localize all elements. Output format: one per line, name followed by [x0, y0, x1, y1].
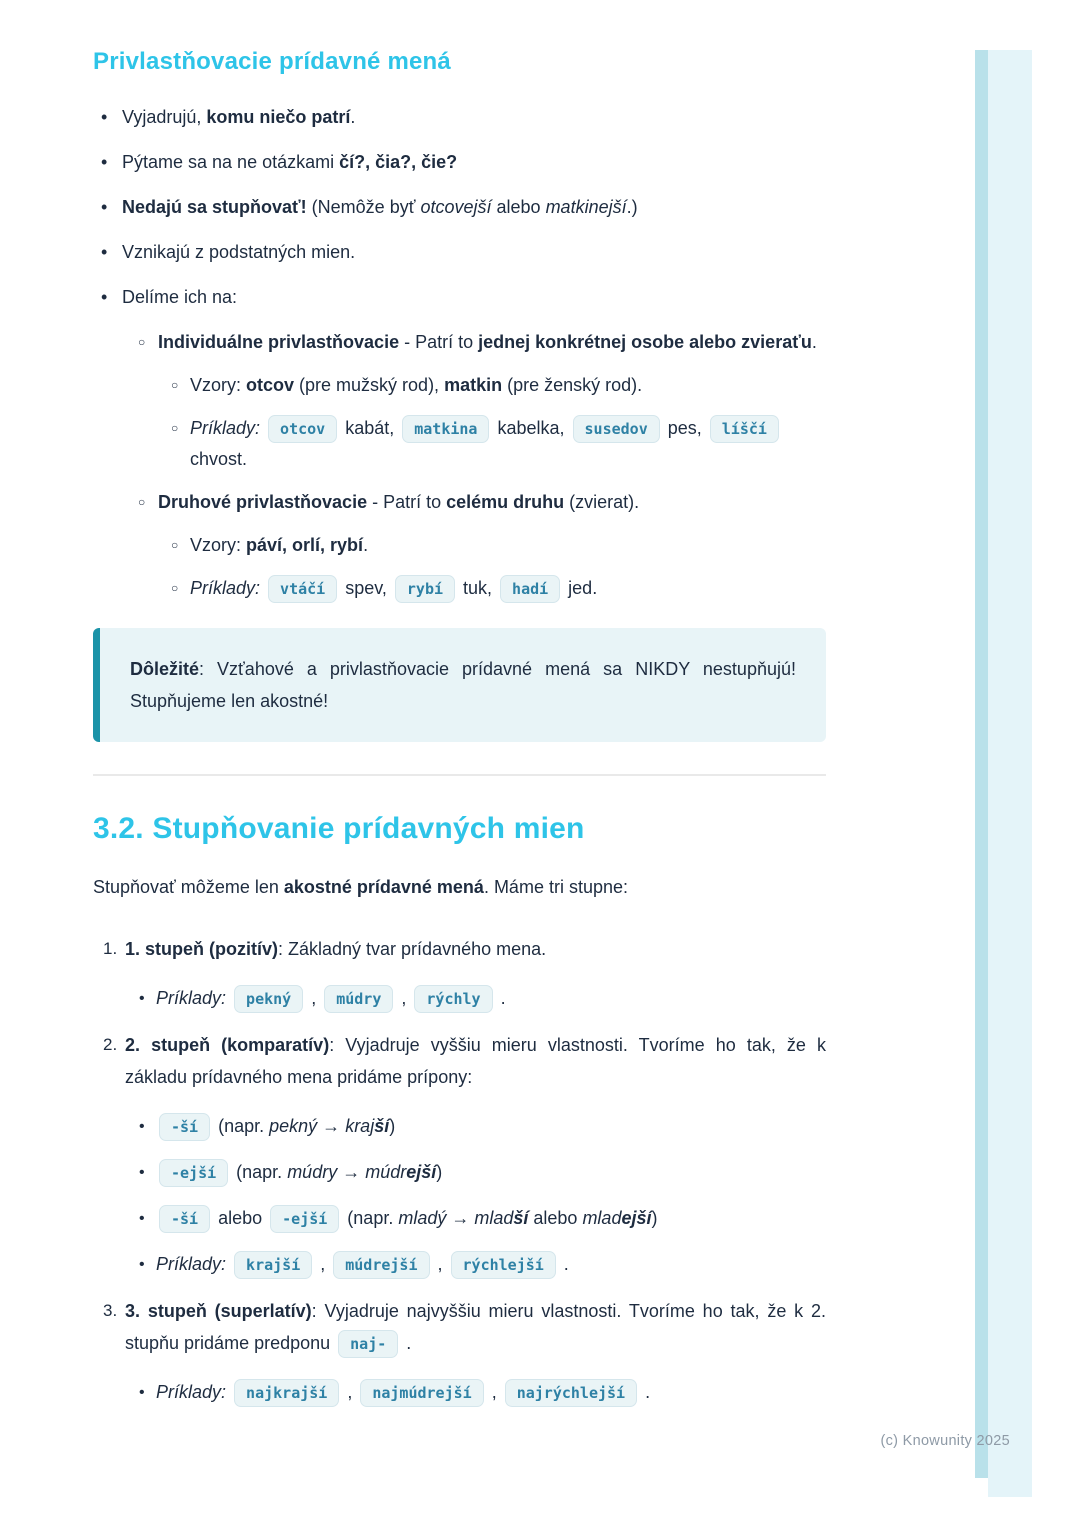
text-segment: (napr. [342, 1208, 399, 1228]
list-item [93, 237, 826, 268]
list-number: 2. [103, 1035, 118, 1054]
code-chip: naj- [338, 1330, 398, 1358]
text-segment: → [317, 1116, 346, 1136]
bullet-circle-icon: ○ [171, 538, 179, 552]
callout-text [130, 653, 796, 717]
text-segment: , [306, 988, 322, 1008]
text-segment: 2. stupeň (komparatív) [125, 1035, 330, 1055]
text-segment: alebo [491, 197, 546, 217]
text-segment: Vzory: [190, 375, 247, 395]
text-segment: - Patrí to [367, 492, 447, 512]
text-segment: (napr. [213, 1116, 270, 1136]
section-title-privlastnovacie: Privlastňovacie prídavné mená [93, 48, 451, 75]
divider [93, 774, 826, 776]
section-intro [93, 872, 826, 903]
bullet-disc-icon: • [139, 1118, 145, 1135]
text-segment: . [640, 1382, 651, 1402]
numbered-item [93, 1295, 826, 1359]
text-segment: komu niečo patrí [206, 107, 351, 127]
text-segment: kraj [345, 1116, 375, 1136]
text-segment: Stupňovať môžeme len [93, 877, 284, 897]
text-segment: 3. stupeň (superlatív) [125, 1301, 312, 1321]
text-segment: Nedajú sa stupňovať! [122, 197, 307, 217]
numbered-item [93, 933, 826, 965]
text-segment: celému druhu [446, 492, 565, 512]
text-segment: Vzory: [190, 535, 247, 555]
bullet-disc-icon: • [139, 1164, 145, 1181]
code-chip: najrýchlejší [505, 1379, 637, 1407]
list-item [139, 1203, 826, 1234]
numbered-item-text [125, 1295, 826, 1359]
copyright-footer: (c) Knowunity 2025 [880, 1433, 1010, 1449]
text-segment: otcovejší [420, 197, 492, 217]
text-segment: Pýtame sa na ne otázkami [122, 152, 340, 172]
code-chip: líščí [710, 415, 779, 443]
text-segment: , [486, 1382, 502, 1402]
text-segment: Vznikajú z podstatných mien. [122, 242, 356, 262]
text-segment: páví, orlí, rybí [246, 535, 364, 555]
text-segment: ší [513, 1208, 529, 1228]
list-number: 1. [103, 939, 118, 958]
bullet-disc-icon: • [139, 1384, 145, 1401]
list-item [93, 192, 826, 223]
text-segment: jednej konkrétnej osobe alebo zvieraťu [478, 332, 812, 352]
list-item-text [190, 530, 826, 561]
text-segment [260, 578, 265, 598]
bullet-disc-icon: • [101, 287, 108, 307]
list-item [139, 1111, 826, 1142]
list-item [139, 983, 826, 1014]
text-segment: čí?, čia?, čie? [339, 152, 458, 172]
list-item-text [156, 983, 826, 1014]
bullet-disc-icon: • [101, 197, 108, 217]
list-item-text [190, 370, 826, 401]
text-segment: ) [651, 1208, 658, 1228]
bullet-circle-icon: ○ [171, 421, 179, 435]
bullet-disc-icon: • [139, 1256, 145, 1273]
text-segment: akostné prídavné mená [283, 877, 484, 897]
text-segment: (zvierat). [564, 492, 640, 512]
text-segment [226, 1382, 231, 1402]
page-content [93, 48, 826, 1423]
list-item-text [156, 1377, 826, 1408]
list-item [139, 1249, 826, 1280]
text-segment: Príklady: [190, 418, 261, 438]
text-segment [226, 988, 231, 1008]
text-segment: . [558, 1254, 569, 1274]
code-chip: najmúdrejší [360, 1379, 483, 1407]
text-segment: ) [436, 1162, 443, 1182]
callout-body: : Vzťahové a privlastňovacie prídavné mená sa NIKDY nestupňujú! Stupňujeme len akostné! [130, 659, 796, 711]
numbered-item [93, 1029, 826, 1093]
text-segment: . [401, 1333, 412, 1353]
bullet-circle-icon: ○ [138, 335, 146, 349]
code-chip: -ší [159, 1113, 210, 1141]
text-segment: kabelka, [492, 418, 570, 438]
bullet-disc-icon: • [101, 242, 108, 262]
text-segment: . [811, 332, 817, 352]
bullet-circle-icon: ○ [171, 581, 179, 595]
text-segment: kabát, [340, 418, 400, 438]
text-segment: Individuálne privlastňovacie [158, 332, 400, 352]
text-segment: Druhové privlastňovacie [158, 492, 368, 512]
list-item-text [122, 147, 826, 178]
list-item-text [122, 237, 826, 268]
list-item [171, 573, 826, 604]
list-item [171, 370, 826, 401]
callout-important [93, 628, 826, 742]
text-segment: : Vyjadruje najvyššiu mieru vlastnosti. Tvoríme ho tak, že k 2. stupňu pridáme predponu [125, 1301, 826, 1353]
code-chip: -ejší [270, 1205, 339, 1233]
text-segment: matkin [444, 375, 503, 395]
possessive-adjectives-list [93, 102, 826, 604]
text-segment: pekný [269, 1116, 318, 1136]
text-segment: Príklady: [156, 1382, 227, 1402]
text-segment: . [495, 988, 506, 1008]
text-segment: mlad [582, 1208, 622, 1228]
text-segment: . Máme tri stupne: [483, 877, 628, 897]
text-segment [226, 1254, 231, 1274]
text-segment: alebo [213, 1208, 268, 1228]
text-segment: Príklady: [156, 988, 227, 1008]
text-segment [260, 418, 265, 438]
code-chip: -ejší [159, 1159, 228, 1187]
list-item-text [156, 1111, 826, 1142]
code-chip: matkina [402, 415, 489, 443]
text-segment: ejší [406, 1162, 437, 1182]
text-segment: alebo [528, 1208, 583, 1228]
list-number: 3. [103, 1301, 118, 1320]
bullet-disc-icon: • [139, 1210, 145, 1227]
text-segment: ejší [621, 1208, 652, 1228]
list-item-text [158, 327, 826, 358]
list-item [139, 1377, 826, 1408]
code-chip: susedov [573, 415, 660, 443]
text-segment: .) [626, 197, 638, 217]
text-segment: : Vyjadruje vyššiu mieru vlastnosti. Tvoríme ho tak, že k základu prídavného mena pridáme prípony: [125, 1035, 826, 1087]
callout-label: Dôležité [130, 659, 200, 679]
text-segment: , [342, 1382, 358, 1402]
code-chip: múdry [324, 985, 393, 1013]
list-item [93, 282, 826, 313]
text-segment: mlad [474, 1208, 514, 1228]
list-item [138, 327, 826, 358]
list-item [138, 487, 826, 518]
text-segment: (napr. [231, 1162, 288, 1182]
text-segment: 1. stupeň (pozitív) [125, 939, 278, 959]
text-segment: Delíme ich na: [122, 287, 238, 307]
list-item [139, 1157, 826, 1188]
list-item [171, 530, 826, 561]
text-segment: → [337, 1162, 366, 1182]
code-chip: krajší [234, 1251, 312, 1279]
list-item-text [122, 102, 826, 133]
text-segment: matkinejší [545, 197, 627, 217]
list-item-text [156, 1203, 826, 1234]
text-segment: múdr [365, 1162, 407, 1182]
list-item-text [190, 573, 826, 604]
decorative-stripe-light [988, 50, 1032, 1497]
bullet-circle-icon: ○ [138, 495, 146, 509]
text-segment: - Patrí to [399, 332, 479, 352]
text-segment: otcov [246, 375, 295, 395]
code-chip: vtáčí [268, 575, 337, 603]
text-segment: mladý [398, 1208, 447, 1228]
text-segment: ší [374, 1116, 390, 1136]
code-chip: rýchly [414, 985, 492, 1013]
list-item-text [122, 192, 826, 223]
text-segment: Vyjadrujú, [122, 107, 207, 127]
text-segment: ) [389, 1116, 396, 1136]
text-segment: (pre ženský rod). [502, 375, 643, 395]
numbered-item-text [125, 933, 826, 965]
text-segment: chvost. [190, 449, 248, 469]
list-item [93, 102, 826, 133]
list-item-text [190, 413, 826, 475]
code-chip: najkrajší [234, 1379, 339, 1407]
text-segment: , [315, 1254, 331, 1274]
code-chip: pekný [234, 985, 303, 1013]
list-item [93, 147, 826, 178]
text-segment: , [396, 988, 412, 1008]
code-chip: -ší [159, 1205, 210, 1233]
text-segment: múdry [287, 1162, 338, 1182]
text-segment: (Nemôže byť [306, 197, 421, 217]
text-segment: jed. [563, 578, 598, 598]
text-segment: tuk, [458, 578, 498, 598]
list-item-text [158, 487, 826, 518]
decorative-stripe-dark [975, 50, 988, 1478]
code-chip: hadí [500, 575, 560, 603]
text-segment: → [446, 1208, 475, 1228]
bullet-disc-icon: • [139, 990, 145, 1007]
text-segment: spev, [340, 578, 392, 598]
text-segment: . [350, 107, 356, 127]
list-item-text [156, 1157, 826, 1188]
section-title-stupnovanie: 3.2. Stupňovanie prídavných mien [93, 812, 585, 845]
list-item-text [156, 1249, 826, 1280]
text-segment: : Základný tvar prídavného mena. [278, 939, 547, 959]
text-segment: . [363, 535, 369, 555]
code-chip: rybí [395, 575, 455, 603]
text-segment: Príklady: [190, 578, 261, 598]
list-item-text [122, 282, 826, 313]
text-segment: , [432, 1254, 448, 1274]
bullet-circle-icon: ○ [171, 378, 179, 392]
text-segment: pes, [662, 418, 707, 438]
numbered-item-text [125, 1029, 826, 1093]
text-segment: (pre mužský rod), [294, 375, 445, 395]
text-segment: Príklady: [156, 1254, 227, 1274]
code-chip: otcov [268, 415, 337, 443]
bullet-disc-icon: • [101, 107, 108, 127]
bullet-disc-icon: • [101, 152, 108, 172]
code-chip: múdrejší [333, 1251, 429, 1279]
comparison-steps-list [93, 933, 826, 1408]
code-chip: rýchlejší [451, 1251, 556, 1279]
list-item [171, 413, 826, 475]
